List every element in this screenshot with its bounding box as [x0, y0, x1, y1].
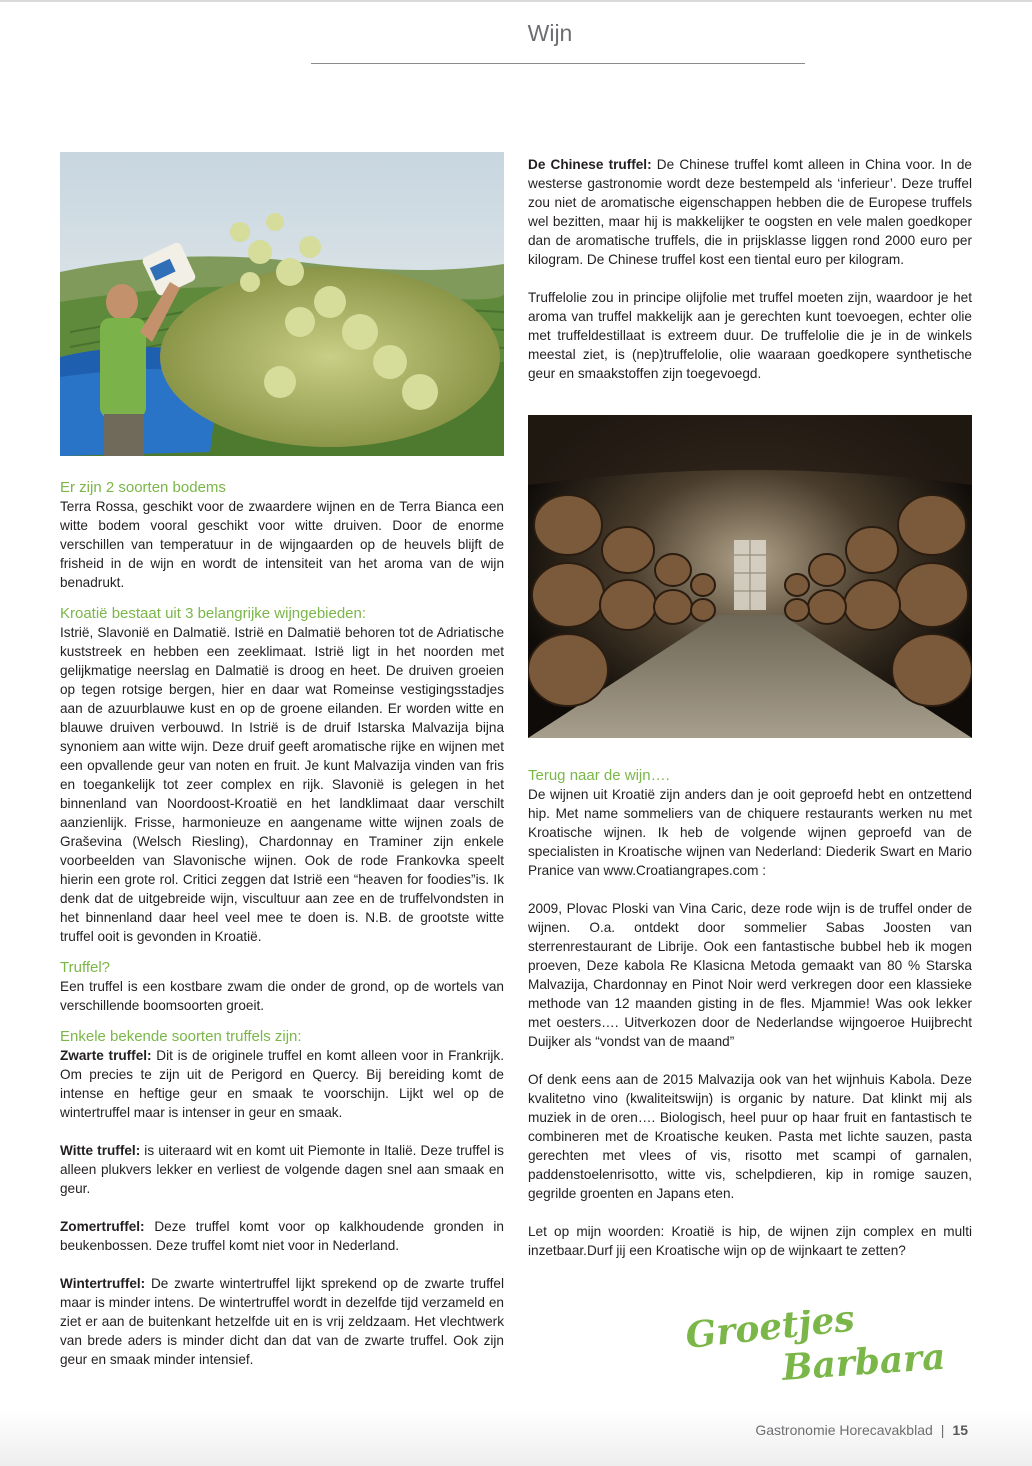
heading-wijngebieden: Kroatië bestaat uit 3 belangrijke wijngebieden: [60, 605, 367, 622]
label-chinese-truffel: De Chinese truffel: [528, 157, 652, 172]
paragraph-zwarte-truffel [60, 1046, 504, 1122]
text-wintertruffel: De zwarte wintertruffel lijkt sprekend op de zwarte truffel maar is minder intens. De wintertruffel wordt in dezelfde tijd verzameld en ziet er aan de buitenkant hetzelfde uit en is vrij zeldzaam. Het vlechtwerk van brede aders is minder dicht dan dat van de zwarte truffel. Ook zijn geur en smaak minder intensief. [60, 1276, 504, 1367]
heading-terug-naar-wijn: Terug naar de wijn…. [528, 767, 670, 784]
page-number: 15 [952, 1422, 968, 1438]
label-witte-truffel: Witte truffel: [60, 1143, 141, 1158]
heading-truffel: Truffel? [60, 959, 111, 976]
page-footer [755, 1422, 968, 1438]
signature-line-2: Barbara [780, 1335, 945, 1389]
signature-line-1: Groetjes [685, 1310, 857, 1357]
magazine-name: Gastronomie Horecavakblad [755, 1422, 933, 1438]
text-zwarte-truffel: Dit is de originele truffel en komt alleen voor in Frankrijk. Om precies te zijn uit de Perigord en Quercy. Bij bereiding komt de intense en heftige geur en smaak te voorschijn. Lijkt wel op de wintertruffel maar is intenser in geur en smaak. [60, 1048, 504, 1120]
paragraph-wijngebieden: Istrië, Slavonië en Dalmatië. Istrië en Dalmatië behoren tot de Adriatische kuststreek en hebben een zeeklimaat. Istrië ligt in het noorden met gelijkmatige neerslag en Dalmatië is droog en heet. De druiven groeien op tegen rotsige bergen, hier en daar wat Romeinse vestigingsstadjes aan de azuurblauwe kust en op de groene eilanden. Er worden witte en blauwe druiven verbouwd. In Istrië is de druif Istarska Malvazija bijna synoniem aan witte wijn. Deze druif geeft aromatische rijke en wijnen met een opvallende geur van noten en fruit. Je kunt Malvazija vinden van fris en toegankelijk tot zeer complex en rijk. Slavonië is gelegen in het binnenland van Noordoost-Kroatië en het landklimaat daar verschilt aanzienlijk. Frisse, harmonieuze en aangename witte wijnen zoals de Graševina (Welsch Riesling), Chardonnay en Traminer zijn enkele voorbeelden van Slavonische wijnen. Ook de rode Frankovka speelt hierin een grote rol. Critici zeggen dat Istrië een “heaven for foodies”is. Ik denk dat de uitgebreide wijn, viscultuur aan zee en de truffelvondsten in het binnenland daar heel veel mee te doen is. N.B. de grootste witte truffel ooit is gevonden in Kroatië. [60, 625, 504, 944]
label-zwarte-truffel: Zwarte truffel: [60, 1048, 152, 1063]
heading-bodems: Er zijn 2 soorten bodems [60, 479, 226, 496]
text-chinese-truffel: De Chinese truffel komt alleen in China voor. In de westerse gastronomie wordt deze bestempeld als ‘inferieur’. Deze truffel zou niet de aromatische eigenschappen hebben die de Europese truffels wel bezitten, maar hij is makkelijker te oogsten en vele malen goedkoper dan de aromatische truffels, die in prijsklasse liggen rond 2000 euro per kilogram. De Chinese truffel kost een tiental euro per kilogram. [528, 157, 972, 267]
header-divider [311, 63, 805, 64]
paragraph-chinese-truffel [528, 155, 972, 269]
paragraph-truffel: Een truffel is een kostbare zwam die onder de grond, op de wortels van verschillende boomsoorten groeit. [60, 979, 504, 1013]
label-wintertruffel: Wintertruffel: [60, 1276, 146, 1291]
paragraph-let-op: Let op mijn woorden: Kroatië is hip, de wijnen zijn complex en multi inzetbaar.Durf jij een Kroatische wijn op de wijnkaart te zetten? [528, 1224, 972, 1258]
paragraph-terug-naar-wijn: De wijnen uit Kroatië zijn anders dan je ooit geproefd hebt en ontzettend hip. Met name sommeliers van de chiquere restaurants werken nu met Kroatische wijnen. Ik heb de volgende wijnen geproefd van de specialisten in Kroatische wijnen van Nederland: Diederik Swart en Mario Pranice van www.Croatiangrapes.com : [528, 787, 972, 878]
right-column [528, 155, 972, 1260]
paragraph-wintertruffel [60, 1274, 504, 1369]
left-column [60, 152, 504, 1369]
vineyard-harvest-photo [60, 152, 504, 456]
paragraph-2015-malvazija: Of denk eens aan de 2015 Malvazija ook van het wijnhuis Kabola. Deze kvalitetno vino (kwaliteitswijn) is organic by nature. Dat klinkt mij als muziek in de oren…. Biologisch, heel puur op haar fruit en fantastisch te combineren met de Kroatische keuken. Pasta met lichte sauzen, pasta gerechten met vlees of vis, risotto met scampi of garnalen, paddenstoelenrisotto, witte vis, schelpdieren, kip in romige sauzen, gegrilde groenten en Japans eten. [528, 1072, 972, 1201]
wine-cellar-barrels-photo [528, 415, 972, 738]
section-title: Wijn [527, 20, 573, 46]
signature-groetjes-barbara [685, 1310, 945, 1390]
top-border [0, 0, 1032, 2]
label-zomertruffel: Zomertruffel: [60, 1219, 145, 1234]
paragraph-zomertruffel [60, 1217, 504, 1255]
paragraph-truffelolie: Truffelolie zou in principe olijfolie met truffel moeten zijn, waardoor je het aroma van truffel makkelijk aan je gerechten kunt toevoegen, echter olie met truffeldestillaat is extreem duur. De truffelolie die je in de winkels meestal ziet, is (nep)truffelolie, olie waaraan goedkopere synthetische geur en smaakstoffen zijn toegevoegd. [528, 290, 972, 381]
heading-soorten: Enkele bekende soorten truffels zijn: [60, 1028, 302, 1045]
paragraph-bodems: Terra Rossa, geschikt voor de zwaardere wijnen en de Terra Bianca een witte bodem vooral geschikt voor witte druiven. Door de enorme verschillen van temperatuur in de wijngaarden op de heuvels blijft de frisheid in de wijn en wordt de intensiteit van het aroma van de wijn benadrukt. [60, 499, 504, 590]
footer-separator: | [940, 1422, 945, 1438]
text-zomertruffel: Deze truffel komt voor op kalkhoudende gronden in beukenbossen. Deze truffel komt niet voor in Nederland. [60, 1219, 504, 1253]
text-witte-truffel: is uiteraard wit en komt uit Piemonte in Italië. Deze truffel is alleen plukvers lekker en verliest de volgende dagen snel aan smaak en geur. [60, 1143, 504, 1196]
paragraph-2009-plovac: 2009, Plovac Ploski van Vina Caric, deze rode wijn is de truffel onder de wijnen. O.a. ontdekt door sommelier Sabas Joosten van sterrenrestaurant de Librije. Ook een fantastische bubbel heb ik mogen proeven, Deze kabola Re Klasicna Metoda gemaakt van 80 % Starska Malvazija, Chardonnay en Pinot Noir werd verkregen door een klassieke methode van 12 maanden gisting in de fles. Mjammie! Was ook lekker met oesters…. Uitverkozen door de Nederlandse wijngoeroe Huijbrecht Duijker als “vondst van de maand” [528, 901, 972, 1049]
footer-band [0, 1410, 1032, 1466]
paragraph-witte-truffel [60, 1141, 504, 1198]
